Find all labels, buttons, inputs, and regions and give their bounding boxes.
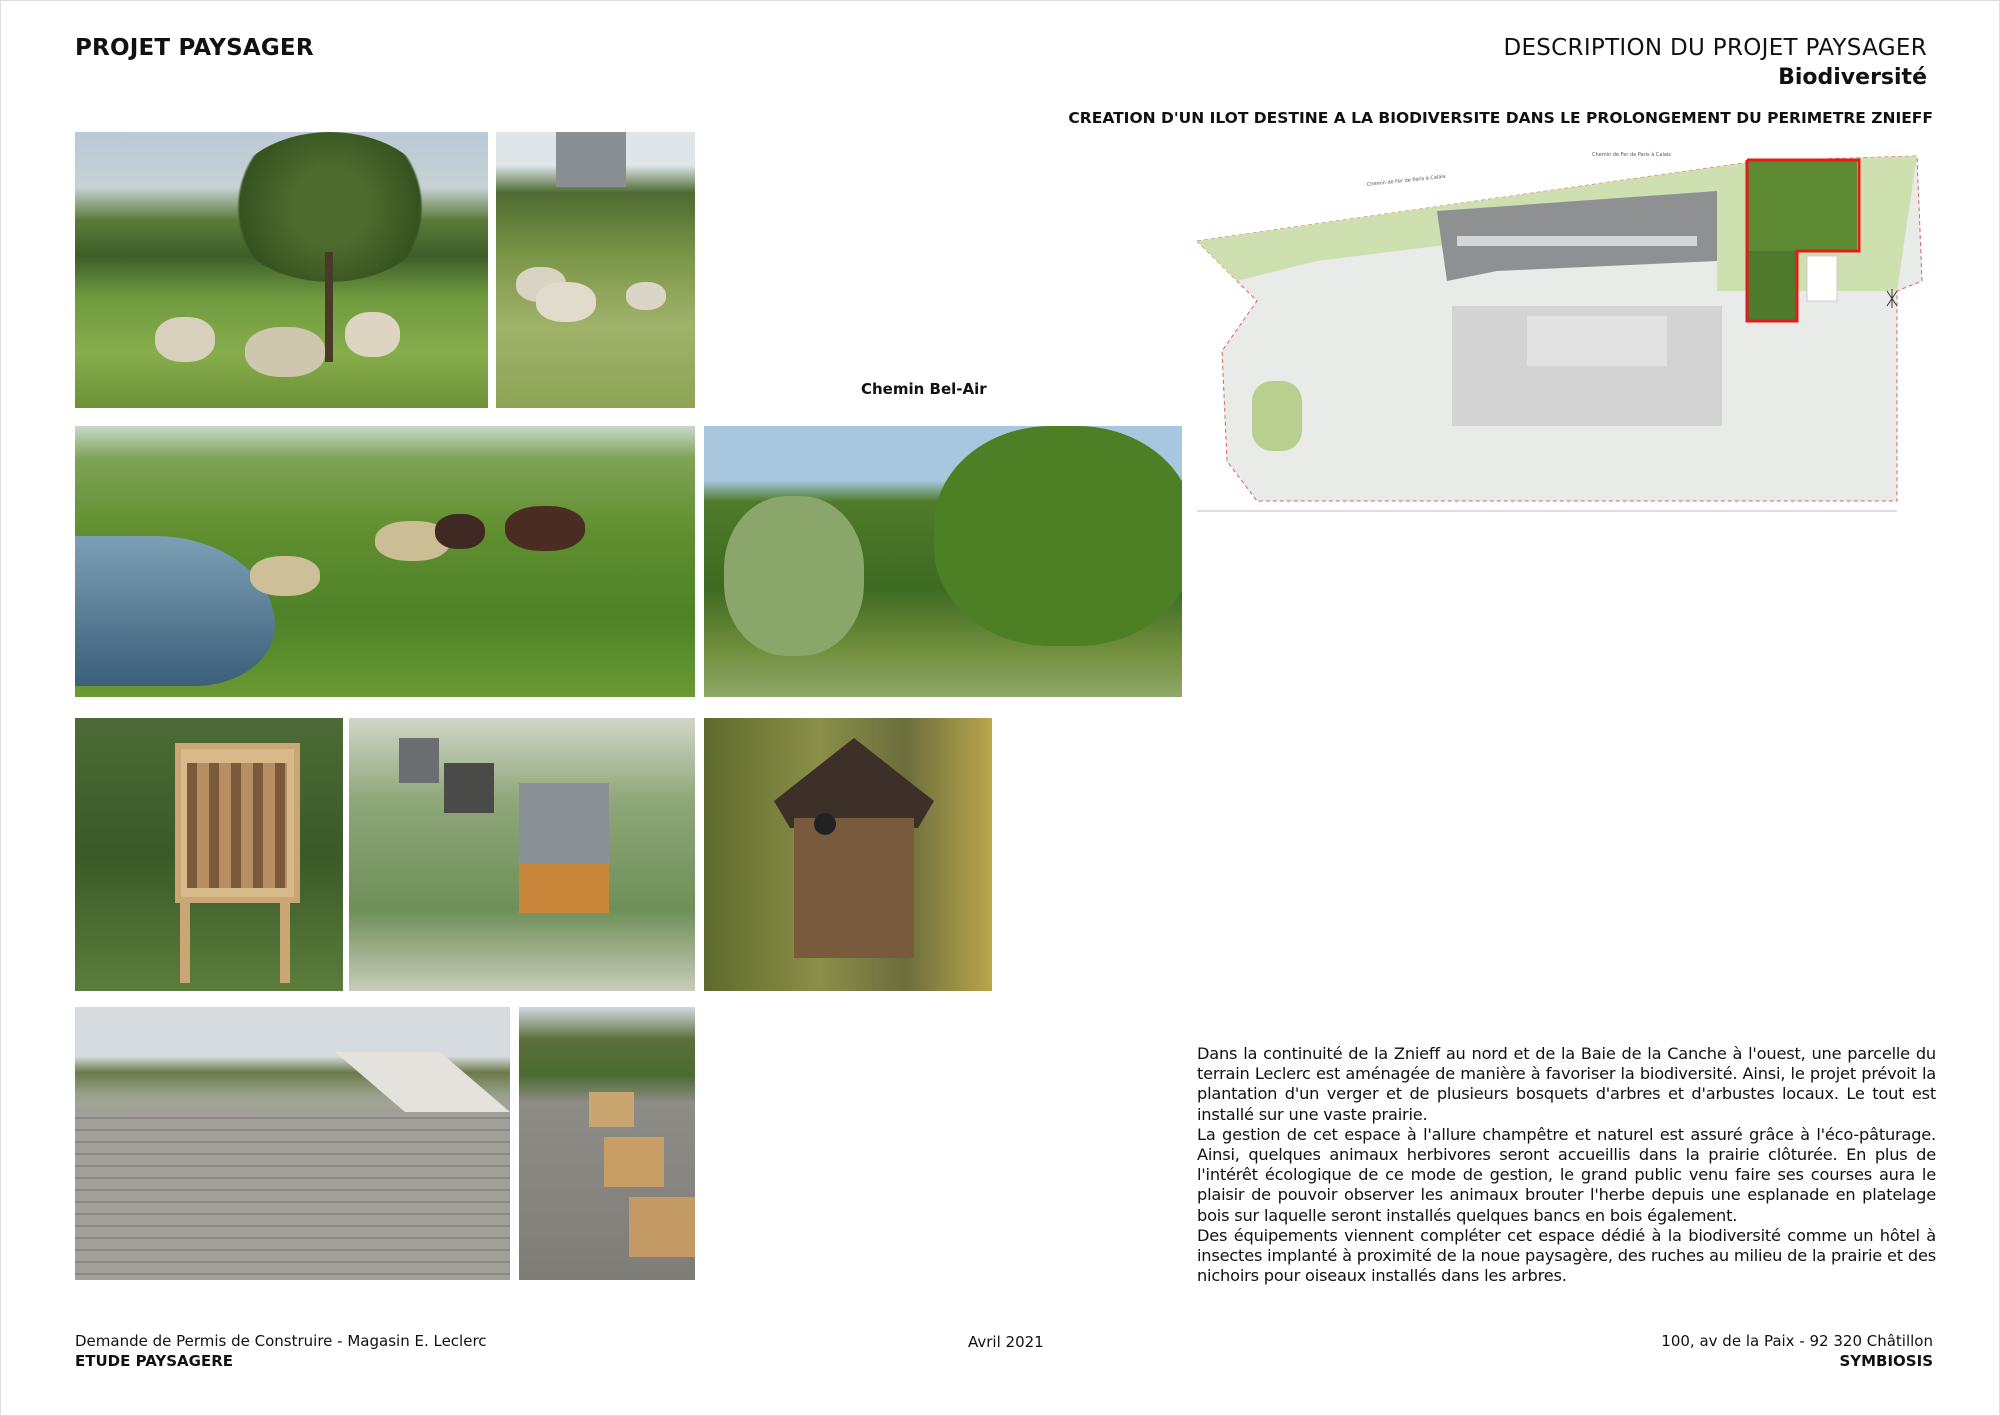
photo-caption: Chemin Bel-Air	[861, 380, 987, 398]
footer-doc-type: ETUDE PAYSAGERE	[75, 1352, 233, 1370]
insect-hotel-photo	[75, 718, 343, 991]
footer-company: SYMBIOSIS	[1839, 1352, 1933, 1370]
page-title: PROJET PAYSAGER	[75, 35, 314, 61]
site-plan	[1197, 141, 1935, 549]
section-subtitle: CREATION D'UN ILOT DESTINE A LA BIODIVERSITE DANS LE PROLONGEMENT DU PERIMETRE ZNIEFF	[1068, 109, 1933, 127]
section-title: DESCRIPTION DU PROJET PAYSAGER	[1503, 35, 1927, 61]
beehives-photo	[349, 718, 695, 991]
description-paragraph: Des équipements viennent compléter cet espace dédié à la biodiversité comme un hôtel à insectes implanté à proximité de la noue paysagère, des ruches au milieu de la prairie et des nichoirs pour oiseaux installés dans les arbres.	[1197, 1225, 1936, 1286]
birdhouse-photo	[704, 718, 992, 991]
boardwalk-photo	[75, 1007, 510, 1280]
biodiversity-zone	[1747, 161, 1857, 251]
railway-label-2: Chemin de Fer de Paris à Calais	[1366, 173, 1446, 188]
footer-project: Demande de Permis de Construire - Magasin E. Leclerc	[75, 1332, 487, 1350]
section-header	[1503, 35, 1927, 90]
sheep-by-water-photo	[75, 426, 695, 697]
chemin-bel-air-trees-photo	[704, 426, 1182, 697]
footer-date: Avril 2021	[968, 1333, 1044, 1351]
sheep-meadow-towers-photo	[496, 132, 695, 408]
description-paragraph: Dans la continuité de la Znieff au nord et de la Baie de la Canche à l'ouest, une parcelle du terrain Leclerc est aménagée de manière à favoriser la biodiversité. Ainsi, le projet prévoit la plantation d'un verger et de plusieurs bosquets d'arbres et d'arbustes locaux. Le tout est installé sur une vaste prairie.	[1197, 1044, 1936, 1124]
site-plan-drawing	[1197, 141, 1935, 549]
section-topic: Biodiversité	[1778, 65, 1927, 90]
project-description	[1197, 1044, 1936, 1286]
wooden-benches-photo	[519, 1007, 695, 1280]
description-paragraph: La gestion de cet espace à l'allure champêtre et naturel est assuré grâce à l'éco-pâturage. Ainsi, quelques animaux herbivores seront accueillis dans la prairie clôturée. En plus de l'intérêt écologique de ce mode de gestion, le grand public venu faire ses courses aura le plaisir de pouvoir observer les animaux brouter l'herbe depuis une esplanade en platelage bois sur laquelle seront installés quelques bancs en bois également.	[1197, 1124, 1936, 1225]
orchard-sheep-photo	[75, 132, 488, 408]
footer-address: 100, av de la Paix - 92 320 Châtillon	[1661, 1332, 1933, 1350]
railway-label: Chemin de Fer de Paris à Calais	[1592, 152, 1671, 158]
